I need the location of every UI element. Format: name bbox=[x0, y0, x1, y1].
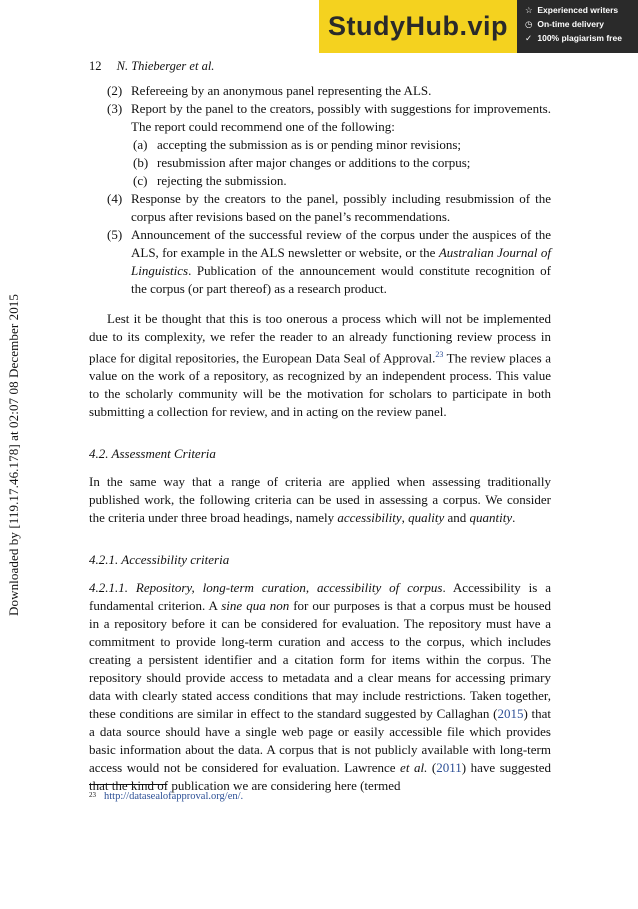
paragraph-text: . Accessibility is a fundamental criterion. A bbox=[89, 580, 552, 614]
list-item-number: (5) bbox=[107, 227, 123, 242]
term-quality: quality bbox=[408, 510, 445, 526]
check-icon: ✓ bbox=[525, 33, 533, 43]
list-item-number: (4) bbox=[107, 191, 123, 206]
paragraph-text: ) that a data source should have a single web page or easily accessible file which provides basic information about the data. A corpus that is not publicly available with long-term access would not be considered for evaluation. Lawrence bbox=[89, 706, 551, 776]
section-heading: 4.2. Assessment Criteria bbox=[89, 446, 216, 462]
list-item bbox=[89, 190, 551, 226]
latin-phrase: sine qua non bbox=[221, 598, 290, 614]
banner-feature-label: Experienced writers bbox=[537, 5, 619, 15]
footnote-number: 23 bbox=[89, 791, 96, 799]
sub-list-item bbox=[89, 172, 551, 190]
paragraph bbox=[89, 310, 551, 421]
sub-item-letter: (b) bbox=[133, 155, 149, 170]
paragraph-text: for our purposes is that a corpus must be housed in a repository before it can be considered for evaluation. The repository must have a commitment to provide long-term curation and access to the corpus, which includes creating a persistent identifier and a citation form for items within the corpus. The repository should provide access to metadata and a clear means for accessing primary data with clearly stated access conditions that may include restrictions. Taken together, these conditions are similar in effect to the standard suggested by Callaghan ( bbox=[89, 598, 551, 722]
footnote bbox=[89, 791, 243, 802]
list-item-text: . Publication of the announcement would constitute recognition of the corpus (or part thereof) as a research product. bbox=[131, 263, 551, 296]
page-number: 12 bbox=[89, 59, 102, 73]
term-quantity: quantity bbox=[469, 510, 513, 526]
citation-link[interactable]: 2015 bbox=[497, 706, 524, 722]
running-authors: N. Thieberger et al. bbox=[116, 59, 215, 73]
paragraph-text: ) have suggested that the kind of publication we are considering here (termed bbox=[89, 760, 551, 794]
page-body bbox=[89, 80, 551, 795]
paragraph bbox=[89, 473, 551, 527]
subsection-heading: 4.2.1. Accessibility criteria bbox=[89, 552, 230, 568]
sub-list-item bbox=[89, 136, 551, 154]
sub-item-text: resubmission after major changes or additions to the corpus; bbox=[157, 155, 471, 170]
citation-link[interactable]: 2011 bbox=[436, 760, 462, 776]
paragraph-text: Lest it be thought that this is too onerous a process which will not be implemented due to its complexity, we refer the reader to an already functioning review process in place for digital repositories, the European Data Seal of Approval. bbox=[89, 311, 551, 366]
footnote-link[interactable]: http://datasealofapproval.org/en/. bbox=[104, 791, 244, 802]
banner-feature-label: 100% plagiarism free bbox=[537, 33, 622, 43]
list-item-number: (2) bbox=[107, 83, 123, 98]
list-item-text: Announcement of the successful review of the corpus under the auspices of the ALS, for example in the ALS newsletter or website, or the bbox=[131, 227, 551, 260]
banner-feature bbox=[525, 3, 638, 17]
star-icon: ☆ bbox=[525, 5, 533, 15]
paragraph-text: ( bbox=[427, 760, 437, 776]
term-accessibility: accessibility bbox=[337, 510, 402, 526]
procedure-list bbox=[89, 82, 551, 298]
list-item-text: Response by the creators to the panel, possibly including resubmission of the corpus after revisions based on the panel’s recommendations. bbox=[131, 191, 551, 224]
list-item bbox=[89, 226, 551, 298]
banner-features bbox=[517, 0, 638, 53]
running-head bbox=[89, 59, 214, 74]
paragraph-text: In the same way that a range of criteria are applied when assessing traditionally published work, the following criteria can be used in assessing a corpus. We consider the criteria under three broad headings, namely bbox=[89, 474, 551, 526]
footnote-ref[interactable]: 23 bbox=[435, 350, 444, 359]
banner-feature bbox=[525, 17, 638, 31]
list-item bbox=[89, 82, 551, 100]
list-item-text: Refereeing by an anonymous panel representing the ALS. bbox=[131, 83, 432, 98]
banner-feature bbox=[525, 31, 638, 45]
paragraph-text: The review places a value on the work of a repository, as recognized by an independent process. This value to the scholarly community will be the motivation for scholars to participate in both submitting a collection for review, and in acting on the review panel. bbox=[89, 350, 551, 420]
list-item-text: Report by the panel to the creators, possibly with suggestions for improvements. The report could recommend one of the following: bbox=[131, 101, 551, 134]
list-item-number: (3) bbox=[107, 101, 123, 116]
sub-item-letter: (a) bbox=[133, 137, 148, 152]
paragraph-text: , bbox=[401, 510, 409, 526]
sub-list-item bbox=[89, 154, 551, 172]
download-watermark: Downloaded by [119.17.46.178] at 02:07 08 December 2015 bbox=[6, 293, 21, 616]
list-item bbox=[89, 100, 551, 136]
paragraph-text: . bbox=[512, 510, 516, 526]
sub-item-text: rejecting the submission. bbox=[157, 173, 287, 188]
banner-feature-label: On-time delivery bbox=[537, 19, 604, 29]
footnote-divider bbox=[89, 784, 167, 785]
sub-item-letter: (c) bbox=[133, 173, 148, 188]
paragraph bbox=[89, 579, 551, 795]
paragraph-text: and bbox=[444, 510, 470, 526]
et-al: et al. bbox=[400, 760, 428, 776]
run-in-heading: 4.2.1.1. Repository, long-term curation, accessibility of corpus bbox=[89, 580, 443, 596]
sub-item-text: accepting the submission as is or pending minor revisions; bbox=[157, 137, 462, 152]
clock-icon: ◷ bbox=[525, 19, 533, 29]
banner-logo[interactable]: StudyHub.vip bbox=[319, 0, 517, 53]
ad-banner[interactable] bbox=[319, 0, 638, 53]
journal-title: Australian Journal of Linguistics bbox=[131, 245, 551, 278]
